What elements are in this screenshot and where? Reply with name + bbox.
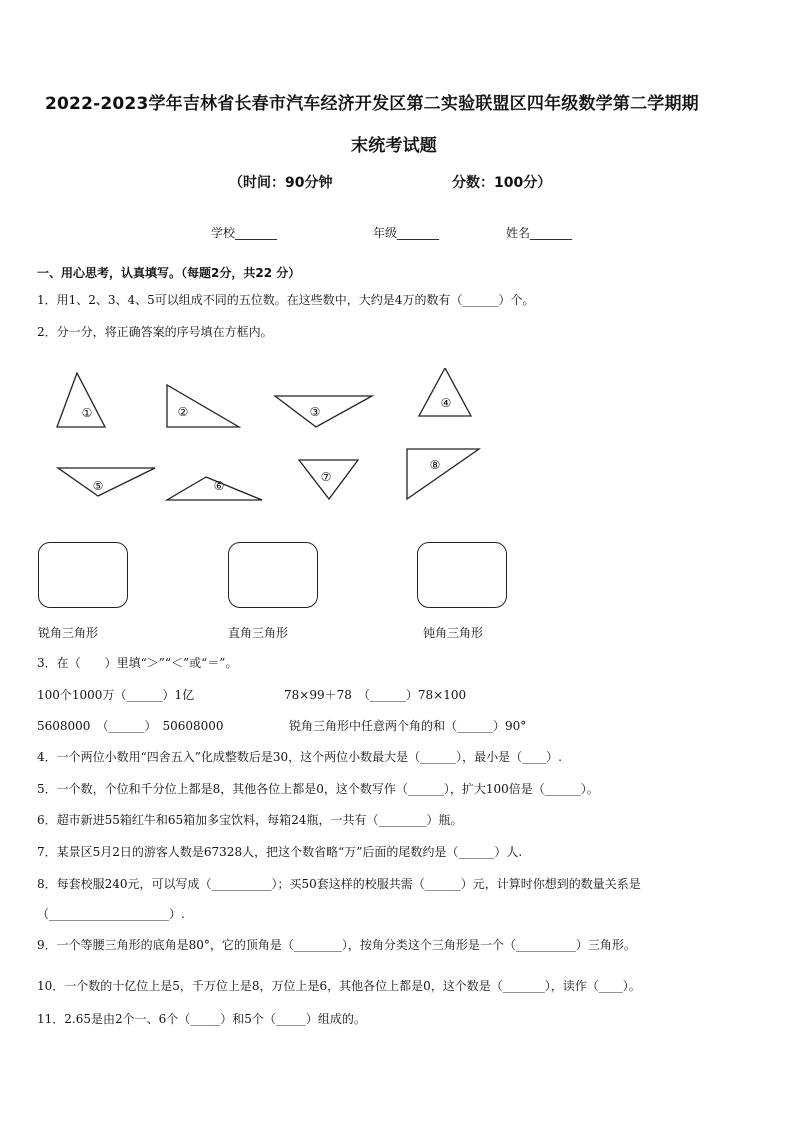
question-3c: 5608000 （______） 50608000 [37,719,224,733]
exam-time: （时间：90分钟 [229,175,333,191]
page-title-line2: 末统考试题 [351,136,437,156]
page-title-line1: 2022-2023学年吉林省长春市汽车经济开发区第二实验联盟区四年级数学第二学期期 [45,94,699,114]
section-heading: 一、用心思考，认真填写。（每题2分，共22 分） [37,266,301,280]
question-3: 3．在（ ）里填“＞”“＜”或“＝”。 [37,656,238,670]
question-1: 1．用1、2、3、4、5可以组成不同的五位数。在这些数中，大约是4万的数有（______）个。 [37,293,535,307]
question-5: 5．一个数，个位和千分位上都是8，其他各位上都是0，这个数写作（______），扩大100倍是（______）。 [37,782,599,796]
question-7: 7．某景区5月2日的游客人数是67328人，把这个数省略“万”后面的尾数约是（______）人. [37,845,523,859]
question-3a: 100个1000万（______）1亿 [37,688,195,702]
question-3b: 78×99＋78 （______）78×100 [284,688,467,702]
triangle-label-5: ⑤ [92,479,104,493]
school-field: 学校_______ [211,226,278,240]
question-8a: 8．每套校服240元，可以写成（__________）；买50套这样的校服共需（______）元，计算时你想到的数量关系是 [37,877,641,891]
right-answer-box[interactable] [228,542,318,608]
triangle-3 [275,396,372,427]
question-9: 9．一个等腰三角形的底角是80°，它的顶角是（________），按角分类这个三角形是一个（__________）三角形。 [37,938,636,952]
question-2: 2．分一分，将正确答案的序号填在方框内。 [37,325,273,339]
question-4: 4．一个两位小数用“四舍五入”化成整数后是30，这个两位小数最大是（______），最小是（____）. [37,750,562,764]
triangles-figure [50,368,530,518]
question-11: 11．2.65是由2个一、6个（_____）和5个（_____）组成的。 [37,1012,366,1026]
triangle-8 [407,449,479,499]
acute-label: 锐角三角形 [38,626,99,640]
obtuse-answer-box[interactable] [417,542,507,608]
question-6: 6．超市新进55箱红牛和65箱加多宝饮料，每箱24瓶，一共有（________）瓶。 [37,813,463,827]
triangle-label-7: ⑦ [320,470,332,484]
exam-score: 分数：100分） [452,175,552,191]
right-label: 直角三角形 [228,626,289,640]
triangle-5 [58,468,155,496]
question-3d: 锐角三角形中任意两个角的和（______）90° [289,719,527,733]
triangle-label-1: ① [81,406,93,420]
triangle-label-8: ⑧ [429,458,441,472]
name-field: 姓名_______ [506,226,573,240]
grade-field: 年级_______ [373,226,440,240]
triangle-label-6: ⑥ [213,479,225,493]
triangle-label-2: ② [177,405,189,419]
triangle-label-3: ③ [309,405,321,419]
obtuse-label: 钝角三角形 [423,626,484,640]
question-8b: （____________________）. [37,907,185,921]
acute-answer-box[interactable] [38,542,128,608]
question-10: 10．一个数的十亿位上是5，千万位上是8，万位上是6，其他各位上都是0，这个数是（_______），读作（____）。 [37,979,641,993]
triangle-label-4: ④ [440,396,452,410]
